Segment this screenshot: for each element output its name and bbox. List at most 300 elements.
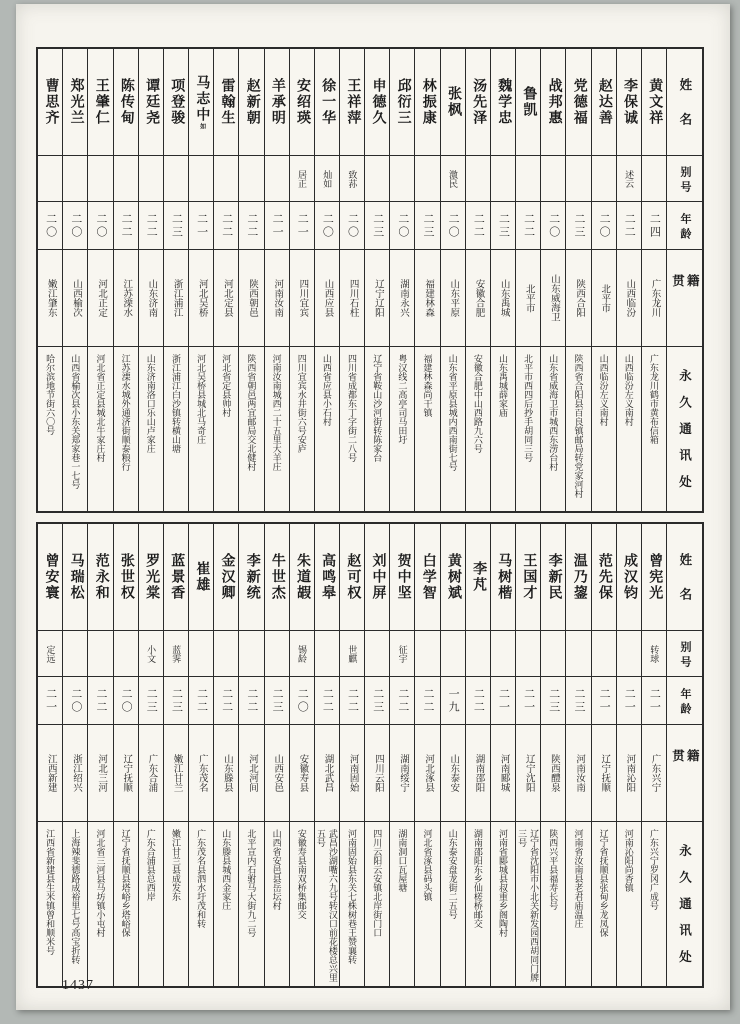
entry-native-place: 安徽寿县	[290, 725, 314, 822]
entry-age: 二二	[340, 677, 364, 725]
entry-age: 二二	[239, 202, 263, 250]
entry-address: 山东省平原县城内西南街七号	[447, 354, 458, 471]
entry-address: 哈尔滨地节街六〇号	[45, 354, 56, 435]
entry-address: 四川宜宾水井街六号安庐	[296, 354, 307, 453]
entry-column	[38, 49, 62, 511]
entry-name: 黄文祥	[642, 49, 666, 156]
entry-native-place: 河北河间	[239, 725, 263, 822]
entry-age: 二〇	[390, 202, 414, 250]
entry-age: 二二	[189, 677, 213, 725]
entry-alias	[114, 156, 138, 202]
entry-age: 二一	[617, 677, 641, 725]
entry-column	[62, 49, 87, 511]
entry-column	[339, 49, 364, 511]
entry-column	[213, 524, 238, 986]
entry-age: 二三	[566, 202, 590, 250]
entry-native-place: 陕西合阳	[566, 250, 590, 347]
entry-name: 曾安寰	[38, 524, 62, 631]
entry-column	[490, 49, 515, 511]
entry-age: 二二	[617, 202, 641, 250]
entry-age: 二二	[516, 202, 540, 250]
entry-age: 二一	[38, 677, 62, 725]
entry-name: 马志中 如	[189, 49, 213, 156]
entry-alias: 述云	[617, 156, 641, 202]
entry-alias	[265, 631, 289, 677]
entry-name: 马瑞松	[63, 524, 87, 631]
entry-native-place: 湖南绥宁	[390, 725, 414, 822]
entry-address: 湖南邵阳东乡仙槎桥邮交	[472, 829, 483, 928]
entry-native-place: 河南汝南	[566, 725, 590, 822]
entry-column	[163, 49, 188, 511]
entry-alias	[189, 156, 213, 202]
entry-name: 战邦惠	[541, 49, 565, 156]
entry-address: 江西省新建县生米镇曾和顺米号	[45, 829, 56, 955]
entry-address: 四川云阳云安镇北岸街门口	[372, 829, 383, 937]
entry-name: 蓝景香	[164, 524, 188, 631]
entry-address: 辽宁省抚顺县张甸乡龙凤保	[598, 829, 609, 937]
entry-column	[289, 524, 314, 986]
entry-alias	[441, 631, 465, 677]
entry-address: 山东省威海卫市城西东涝台村	[548, 354, 559, 471]
entry-age: 二〇	[88, 202, 112, 250]
entry-native-place: 山东平原	[441, 250, 465, 347]
entry-alias	[390, 156, 414, 202]
entry-native-place: 湖南永兴	[390, 250, 414, 347]
entry-age: 二二	[239, 677, 263, 725]
entry-name: 鲁凯	[516, 49, 540, 156]
entry-column	[591, 524, 616, 986]
entry-column	[490, 524, 515, 986]
entry-address: 河南省郾城县叔重乡阁陶村	[497, 829, 508, 937]
entry-column	[515, 524, 540, 986]
page-number: 1437	[62, 978, 94, 993]
entry-native-place: 浙江浦江	[164, 250, 188, 347]
entry-name: 李新统	[239, 524, 263, 631]
entry-age: 二一	[189, 202, 213, 250]
entry-name: 马树楷	[491, 524, 515, 631]
entry-address: 河北省正定县城北牛家庄村	[95, 354, 106, 462]
entry-alias	[491, 631, 515, 677]
entry-address: 山东济南洛口乐山卢家庄	[145, 354, 156, 453]
entry-alias: 转球	[642, 631, 666, 677]
name-note: 如	[198, 123, 205, 129]
entry-native-place: 四川宜宾	[290, 250, 314, 347]
entry-native-place: 江西新建	[38, 725, 62, 822]
entry-alias	[516, 631, 540, 677]
entry-column	[264, 524, 289, 986]
entry-age: 二二	[466, 202, 490, 250]
entry-native-place: 四川石柱	[340, 250, 364, 347]
entry-native-place: 陕西朝邑	[239, 250, 263, 347]
entry-address: 广东茂名县泗水圩茂和转	[196, 829, 207, 928]
entry-native-place: 山东济南	[139, 250, 163, 347]
header-address: 永久通讯处	[677, 368, 692, 502]
header-native-place: 籍贯	[667, 725, 702, 822]
entry-alias: 征宇	[390, 631, 414, 677]
entry-name: 王肇仁	[88, 49, 112, 156]
entry-age: 二一	[592, 677, 616, 725]
entry-column	[113, 49, 138, 511]
entry-alias	[139, 156, 163, 202]
header-native-place: 籍贯	[667, 250, 702, 347]
entry-age: 二二	[214, 677, 238, 725]
entry-alias	[491, 156, 515, 202]
entry-name: 刘中屏	[365, 524, 389, 631]
entry-address: 河南省汝南县老君庙温庄	[573, 829, 584, 928]
entry-column	[113, 524, 138, 986]
entry-native-place: 河南固始	[340, 725, 364, 822]
entry-age: 二〇	[290, 677, 314, 725]
entry-column	[540, 49, 565, 511]
entry-age: 二〇	[315, 202, 339, 250]
entry-address: 四川省成都东丁字街二八号	[347, 354, 358, 462]
entry-alias	[415, 156, 439, 202]
entry-name: 王国才	[516, 524, 540, 631]
entry-age: 二一	[491, 677, 515, 725]
entry-name: 安绍瑛	[290, 49, 314, 156]
entry-column	[87, 524, 112, 986]
entry-native-place: 河北定县	[214, 250, 238, 347]
entry-name: 范先保	[592, 524, 616, 631]
entry-address: 北平市西四后抄手胡同三号	[523, 354, 534, 462]
entry-name: 朱道嘏	[290, 524, 314, 631]
entry-age: 二三	[491, 202, 515, 250]
entry-address: 山东滕县城西金家庄	[221, 829, 232, 910]
entry-native-place: 河北吴桥	[189, 250, 213, 347]
entry-address: 福建林森尚干镇	[422, 354, 433, 417]
entry-name: 范永和	[88, 524, 112, 631]
entry-address: 山西临汾左义南村	[598, 354, 609, 426]
entry-column	[339, 524, 364, 986]
entry-name: 张世权	[114, 524, 138, 631]
entry-native-place: 安徽合肥	[466, 250, 490, 347]
entry-column	[616, 524, 641, 986]
entry-name: 项登骏	[164, 49, 188, 156]
entry-alias	[88, 156, 112, 202]
entry-alias	[541, 156, 565, 202]
entry-alias	[88, 631, 112, 677]
entry-address: 北平宣内石驸马大街九二号	[246, 829, 257, 937]
entry-alias	[315, 631, 339, 677]
entry-name: 王祥萍	[340, 49, 364, 156]
entry-address: 河北吴桥县城北马奇庄	[196, 354, 207, 444]
entry-native-place: 北平市	[516, 250, 540, 347]
entry-alias	[38, 156, 62, 202]
entry-alias: 激民	[441, 156, 465, 202]
entry-alias	[164, 156, 188, 202]
entry-age: 二二	[315, 677, 339, 725]
entry-name: 雷翰生	[214, 49, 238, 156]
entry-column	[591, 49, 616, 511]
entry-native-place: 河北涿县	[415, 725, 439, 822]
entry-age: 二四	[642, 202, 666, 250]
entry-native-place: 辽宁抚顺	[592, 725, 616, 822]
entry-age: 二一	[516, 677, 540, 725]
entry-age: 一九	[441, 677, 465, 725]
header-alias: 别号	[667, 156, 702, 202]
entry-native-place: 河南汝南	[265, 250, 289, 347]
entry-age: 二〇	[340, 202, 364, 250]
entry-native-place: 广东兴宁	[642, 725, 666, 822]
entry-name: 党德福	[566, 49, 590, 156]
entry-alias: 世麒	[340, 631, 364, 677]
entry-column	[314, 524, 339, 986]
entry-address: 浙江浦江白沙镇转横山塘	[170, 354, 181, 453]
entry-name: 赵达善	[592, 49, 616, 156]
entry-name: 谭廷尧	[139, 49, 163, 156]
entry-age: 二一	[265, 202, 289, 250]
entry-address: 山西临汾左义南村	[623, 354, 634, 426]
entry-name: 郑光兰	[63, 49, 87, 156]
entry-address: 辽宁省抚顺县塔峪乡塔峪保	[120, 829, 131, 937]
entry-native-place: 河南郾城	[491, 725, 515, 822]
entry-address: 安徽合肥中山西路九六号	[472, 354, 483, 453]
entry-alias	[365, 631, 389, 677]
entry-address: 河北省涿县码头镇	[422, 829, 433, 901]
entry-column	[188, 49, 213, 511]
entry-native-place: 浙江绍兴	[63, 725, 87, 822]
entry-native-place: 山东泰安	[441, 725, 465, 822]
entry-address: 陕西省合阳县百良镇邮局转党家河村	[573, 354, 584, 498]
entry-address: 辽宁省沈阳市小北关新发园西胡同门牌三号	[517, 829, 540, 982]
entry-native-place: 山东滕县	[214, 725, 238, 822]
entry-column	[188, 524, 213, 986]
entry-native-place: 山西安邑	[265, 725, 289, 822]
entry-alias	[189, 631, 213, 677]
entry-native-place: 广东茂名	[189, 725, 213, 822]
entry-native-place: 广东合浦	[139, 725, 163, 822]
entry-name: 贺中坚	[390, 524, 414, 631]
entry-native-place: 河北正定	[88, 250, 112, 347]
entry-native-place: 山西榆次	[63, 250, 87, 347]
entry-alias	[114, 631, 138, 677]
entry-alias	[592, 631, 616, 677]
entry-age: 二二	[88, 677, 112, 725]
entry-address: 陕西省朝邑两宜邮局交北健村	[246, 354, 257, 471]
entry-alias: 定远	[38, 631, 62, 677]
entry-name: 李保诚	[617, 49, 641, 156]
entry-address: 河北省定县帅村	[221, 354, 232, 417]
entry-native-place: 嫩江甘兰	[164, 725, 188, 822]
entry-address: 河南沁阳尚香镇	[623, 829, 634, 892]
entry-name: 金汉卿	[214, 524, 238, 631]
entry-age: 二〇	[63, 202, 87, 250]
entry-name: 曹思齐	[38, 49, 62, 156]
entry-name: 李新民	[541, 524, 565, 631]
entry-column	[565, 524, 590, 986]
entry-age: 二三	[415, 202, 439, 250]
entry-column	[616, 49, 641, 511]
entry-native-place: 广东龙川	[642, 250, 666, 347]
directory-table-bottom	[36, 522, 704, 988]
entry-name: 曾宪光	[642, 524, 666, 631]
entry-column	[641, 524, 666, 986]
entry-age: 二二	[415, 677, 439, 725]
entry-age: 二〇	[63, 677, 87, 725]
entry-column	[540, 524, 565, 986]
entry-column	[87, 49, 112, 511]
entry-column	[414, 49, 439, 511]
entry-native-place: 嫩江肇东	[38, 250, 62, 347]
entry-alias: 致荪	[340, 156, 364, 202]
entry-native-place: 辽宁抚顺	[114, 725, 138, 822]
entry-native-place: 陕西醴泉	[541, 725, 565, 822]
header-column	[666, 49, 702, 511]
entry-column	[38, 524, 62, 986]
entry-address: 山东禹城薛家庙	[497, 354, 508, 417]
entry-column	[314, 49, 339, 511]
entry-name: 黄树斌	[441, 524, 465, 631]
entry-native-place: 山东禹城	[491, 250, 515, 347]
entry-alias	[214, 631, 238, 677]
entry-column	[465, 49, 490, 511]
entry-column	[515, 49, 540, 511]
entry-column	[238, 49, 263, 511]
entry-age: 二〇	[441, 202, 465, 250]
entry-address: 上海辣斐德路成裕里七号高宝折转	[70, 829, 81, 964]
entry-name: 赵可权	[340, 524, 364, 631]
entry-age: 二三	[164, 202, 188, 250]
entry-age: 二二	[214, 202, 238, 250]
entry-column	[364, 524, 389, 986]
entry-column	[138, 524, 163, 986]
entry-alias: 蓝霁	[164, 631, 188, 677]
entry-native-place: 江苏溧水	[114, 250, 138, 347]
entry-name: 赵新朝	[239, 49, 263, 156]
entry-name: 白学智	[415, 524, 439, 631]
entry-native-place: 山东威海卫	[541, 250, 565, 347]
entry-alias	[566, 156, 590, 202]
entry-age: 二二	[114, 202, 138, 250]
entry-address: 安徽寿县南双桥集邮交	[296, 829, 307, 919]
entry-column	[389, 49, 414, 511]
entry-alias	[214, 156, 238, 202]
entry-name: 成汉钧	[617, 524, 641, 631]
entry-alias	[239, 631, 263, 677]
entry-column	[440, 49, 465, 511]
entry-native-place: 辽宁沈阳	[516, 725, 540, 822]
entry-column	[138, 49, 163, 511]
entry-address: 武昌沙湖嘴六九号转汉口前花楼总兴里五号	[315, 829, 338, 982]
entry-column	[163, 524, 188, 986]
entry-native-place: 河北三河	[88, 725, 112, 822]
directory-table-top	[36, 47, 704, 513]
entry-column	[440, 524, 465, 986]
entry-address: 粤汉线二高亭司马田圩	[397, 354, 408, 444]
entry-alias: 锡龄	[290, 631, 314, 677]
entry-native-place: 湖北武昌	[315, 725, 339, 822]
entry-name: 牛世杰	[265, 524, 289, 631]
entry-column	[238, 524, 263, 986]
entry-age: 二三	[365, 202, 389, 250]
entry-column	[641, 49, 666, 511]
entry-alias	[642, 156, 666, 202]
entry-column	[565, 49, 590, 511]
entry-address: 嫩江甘兰县成发东	[170, 829, 181, 901]
header-address: 永久通讯处	[677, 843, 692, 977]
entry-address: 江苏溧水城外通济街顺泰粮行	[120, 354, 131, 471]
entry-name: 温乃鋆	[566, 524, 590, 631]
entry-age: 二三	[541, 677, 565, 725]
entry-name: 张枫	[441, 49, 465, 156]
entry-native-place: 湖南邵阳	[466, 725, 490, 822]
header-name: 姓名	[667, 524, 702, 631]
header-age: 年龄	[667, 677, 702, 725]
entry-column	[414, 524, 439, 986]
entry-address: 山西省安邑县岳坛村	[271, 829, 282, 910]
entry-column	[62, 524, 87, 986]
header-age: 年龄	[667, 202, 702, 250]
header-name: 姓名	[667, 49, 702, 156]
entry-address: 山西省应县小石村	[321, 354, 332, 426]
entry-age: 二二	[139, 202, 163, 250]
header-column	[666, 524, 702, 986]
entry-native-place: 四川云阳	[365, 725, 389, 822]
entry-native-place: 福建林森	[415, 250, 439, 347]
entry-alias	[617, 631, 641, 677]
entry-native-place: 河南沁阳	[617, 725, 641, 822]
entry-alias	[365, 156, 389, 202]
entry-address: 山西省榆次县小东关郑家巷一七号	[70, 354, 81, 489]
entry-column	[465, 524, 490, 986]
entry-address: 辽宁省鞍山沙河街转陈家台	[372, 354, 383, 462]
entry-address: 广东合浦县总西岸	[145, 829, 156, 901]
entry-alias	[265, 156, 289, 202]
entry-native-place: 辽宁辽阳	[365, 250, 389, 347]
entry-alias	[63, 156, 87, 202]
entry-address: 湖南洞口瓦屋塘	[397, 829, 408, 892]
entry-alias: 小文	[139, 631, 163, 677]
entry-column	[213, 49, 238, 511]
entry-alias	[541, 631, 565, 677]
entry-address: 山东泰安盘龙街二五号	[447, 829, 458, 919]
entry-native-place: 北平市	[592, 250, 616, 347]
entry-native-place: 山西应县	[315, 250, 339, 347]
entry-alias	[63, 631, 87, 677]
entry-age: 二一	[290, 202, 314, 250]
entry-age: 二二	[466, 677, 490, 725]
entry-age: 二三	[139, 677, 163, 725]
entry-age: 二三	[265, 677, 289, 725]
entry-address: 河北省三河县马坊镇小屯村	[95, 829, 106, 937]
entry-alias	[239, 156, 263, 202]
entry-name: 魏学忠	[491, 49, 515, 156]
entry-age: 二〇	[114, 677, 138, 725]
entry-age: 二三	[365, 677, 389, 725]
entry-address: 河南汝南城西二十五里大羊庄	[271, 354, 282, 471]
entry-alias	[516, 156, 540, 202]
page-sheet	[16, 4, 730, 1010]
entry-name: 崔雄	[189, 524, 213, 631]
entry-name: 邱衍三	[390, 49, 414, 156]
entry-name: 申德久	[365, 49, 389, 156]
entry-age: 二〇	[541, 202, 565, 250]
entry-alias	[566, 631, 590, 677]
entry-name: 罗光棠	[139, 524, 163, 631]
header-alias: 别号	[667, 631, 702, 677]
entry-alias: 居正	[290, 156, 314, 202]
entry-age: 二一	[642, 677, 666, 725]
entry-alias	[592, 156, 616, 202]
entry-alias: 灿如	[315, 156, 339, 202]
entry-name: 汤先泽	[466, 49, 490, 156]
entry-name: 高鸣皋	[315, 524, 339, 631]
entry-column	[264, 49, 289, 511]
entry-name: 李芃	[466, 524, 490, 631]
entry-name: 陈传甸	[114, 49, 138, 156]
entry-column	[364, 49, 389, 511]
entry-name: 林振康	[415, 49, 439, 156]
